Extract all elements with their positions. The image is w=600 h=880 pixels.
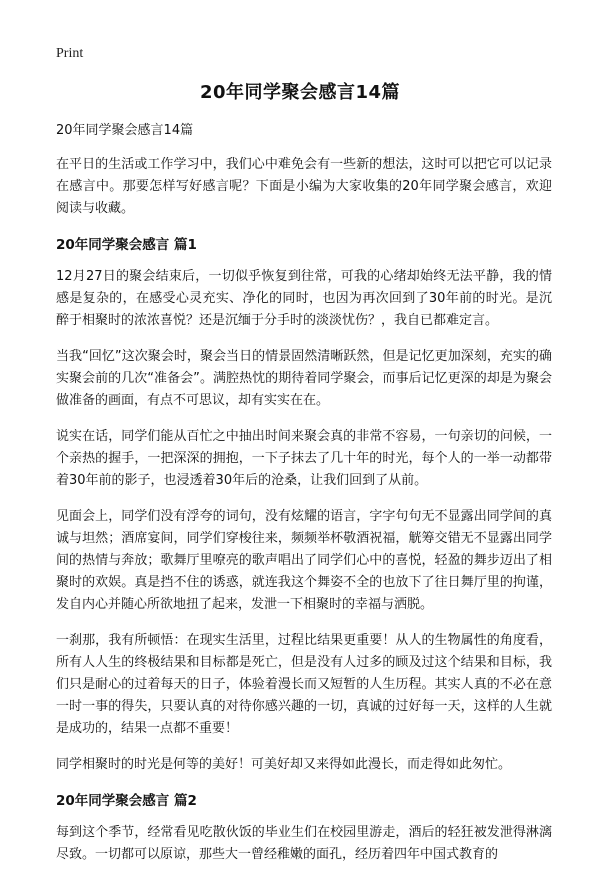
page-title: 20年同学聚会感言14篇 — [199, 82, 401, 103]
section-heading: 20年同学聚会感言 篇2 — [56, 793, 197, 809]
paragraph: 见面会上，同学们没有浮夸的词句，没有炫耀的语言，字字句句无不显露出同学间的真诚与坦然；酒席宴间，同学们穿梭往来，频频举杯敬酒祝福，觥筹交错无不显露出同学间的热情与奔放；歌舞厅里嘹亮的歌声唱出了同学们心中的喜悦，轻盈的舞步迈出了相聚时的欢娱。真是挡不住的诱惑，就连我这个舞姿不全的也放下了往日舞厅里的拘谨，发自内心并随心所欲地扭了起来，发泄一下相聚时的幸福与洒脱。 — [56, 509, 552, 612]
paragraph: 说实在话，同学们能从百忙之中抽出时间来聚会真的非常不容易，一句亲切的问候，一个亲热的握手，一把深深的拥抱，一下子抹去了几十年的时光，每个人的一举一动都带着30年前的影子，也浸透着30年后的沧桑，让我们回到了从前。 — [56, 429, 552, 488]
print-label: Print — [56, 46, 84, 61]
paragraph: 同学相聚时的时光是何等的美好！可美好却又来得如此漫长，而走得如此匆忙。 — [56, 757, 512, 772]
document-subtitle: 20年同学聚会感言14篇 — [56, 123, 194, 138]
paragraph: 一刹那，我有所顿悟：在现实生活里，过程比结果更重要！从人的生物属性的角度看，所有人人生的终极结果和目标都是死亡，但是没有人过多的顾及过这个结果和目标，我们只是耐心的过着每天的日子，体验着漫长而又短暂的人生历程。其实人真的不必在意一时一事的得失，只要认真的对待你感兴趣的一切，真诚的过好每一天，这样的人生就是成功的，结果一点都不重要！ — [56, 633, 552, 736]
section-2 — [56, 790, 552, 866]
paragraph: 每到这个季节，经常看见吃散伙饭的毕业生们在校园里游走，酒后的轻狂被发泄得淋漓尽致。一切都可以原谅，那些大一曾经稚嫩的面孔，经历着四年中国式教育的 — [56, 825, 552, 862]
intro-paragraph: 在平日的生活或工作学习中，我们心中难免会有一些新的想法，这时可以把它可以记录在感言中。那要怎样写好感言呢？下面是小编为大家收集的20年同学聚会感言，欢迎阅读与收藏。 — [56, 157, 552, 216]
section-1 — [56, 234, 552, 776]
section-heading: 20年同学聚会感言 篇1 — [56, 237, 197, 253]
paragraph: 12月27日的聚会结束后，一切似乎恢复到往常，可我的心绪却始终无法平静，我的情感是复杂的，在感受心灵充实、净化的同时，也因为再次回到了30年前的时光。是沉醉于相聚时的浓浓喜悦？还是沉缅于分手时的淡淡忧伤？，我自已都难定言。 — [56, 269, 552, 328]
document-body — [56, 120, 552, 880]
paragraph: 当我“回忆”这次聚会时，聚会当日的情景固然清晰跃然，但是记忆更加深刻，充实的确实聚会前的几次“准备会”。满腔热忱的期待着同学聚会，而事后记忆更深的却是为聚会做准备的画面，有点不可思议，却有实实在在。 — [56, 349, 552, 408]
